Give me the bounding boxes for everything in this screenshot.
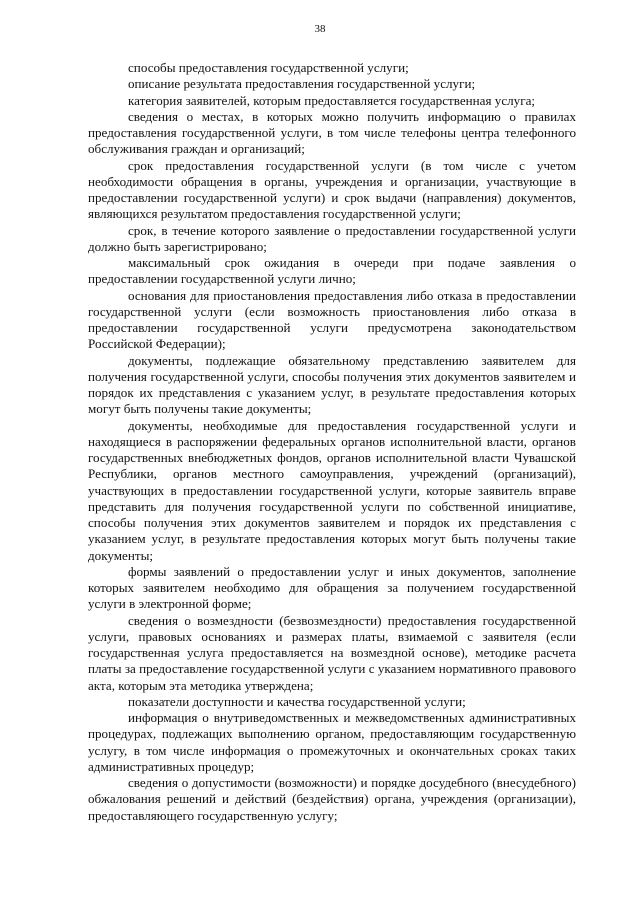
paragraph-9: документы, подлежащие обязательному представлению заявителем для получения государственной услуги, способы получения этих документов заявителем и порядок их представления с указанием услуг, в результате предоставления которых могут быть получены такие документы;: [88, 352, 576, 417]
paragraph-12: сведения о возмездности (безвозмездности) предоставления государственной услуги, правовых основаниях и размерах платы, взимаемой с заявителя (если государственная услуга предоставляется на возмездной основе), методике расчета платы за предоставление государственной услуги с указанием нормативного правового акта, которым эта методика утверждена;: [88, 612, 576, 693]
paragraph-8: основания для приостановления предоставления либо отказа в предоставлении государственной услуги (если возможность приостановления либо отказа в предоставлении государственной услуги предусмотрена законодательством Российской Федерации);: [88, 287, 576, 352]
paragraph-5: срок предоставления государственной услуги (в том числе с учетом необходимости обращения в органы, учреждения и организации, участвующие в предоставлении государственной услуги) и срок выдачи (направления) документов, являющихся результатом предоставления государственной услуги;: [88, 157, 576, 222]
paragraph-15: сведения о допустимости (возможности) и порядке досудебного (внесудебного) обжалования решений и действий (бездействия) органа, учреждения (организации), предоставляющего государственную услугу;: [88, 775, 576, 823]
paragraph-4: сведения о местах, в которых можно получить информацию о правилах предоставления государственной услуги, в том числе телефоны центра телефонного обслуживания граждан и организаций;: [88, 108, 576, 157]
paragraph-1: способы предоставления государственной услуги;: [128, 60, 409, 75]
paragraph-2: описание результата предоставления государственной услуги;: [128, 76, 476, 92]
paragraph-14: информация о внутриведомственных и межведомственных административных процедурах, подлежащих выполнению органом, предоставляющим государственную услугу, в том числе информация о промежуточных и окончательных сроках таких административных процедур;: [88, 710, 576, 774]
paragraph-3: категория заявителей, которым предоставляется государственная услуга;: [128, 92, 536, 108]
paragraph-6: срок, в течение которого заявление о предоставлении государственной услуги должно быть зарегистрировано;: [88, 222, 576, 254]
paragraph-10: документы, необходимые для предоставления государственной услуги и находящиеся в распоряжении федеральных органов исполнительной власти, органов государственных внебюджетных фондов, органов исполнительной власти Чувашской Республики, органов местного самоуправления, учреждений (организаций), участвующих в предоставлении государственной услуги, которые заявитель вправе представить для получения государственной услуги по собственной инициативе, способы получения этих документов заявителем и порядок их представления с указанием услуг, в результате предоставления которых могут быть получены такие документы;: [88, 417, 576, 563]
document-body: [88, 60, 576, 824]
paragraph-11: формы заявлений о предоставлении услуг и иных документов, заполнение которых заявителем необходимо для обращения за получением государственной услуги в электронной форме;: [88, 563, 576, 612]
paragraph-13: показатели доступности и качества государственной услуги;: [128, 693, 466, 709]
page-number: 38: [314, 23, 326, 35]
paragraph-7: максимальный срок ожидания в очереди при подаче заявления о предоставлении государственной услуги лично;: [88, 255, 576, 287]
